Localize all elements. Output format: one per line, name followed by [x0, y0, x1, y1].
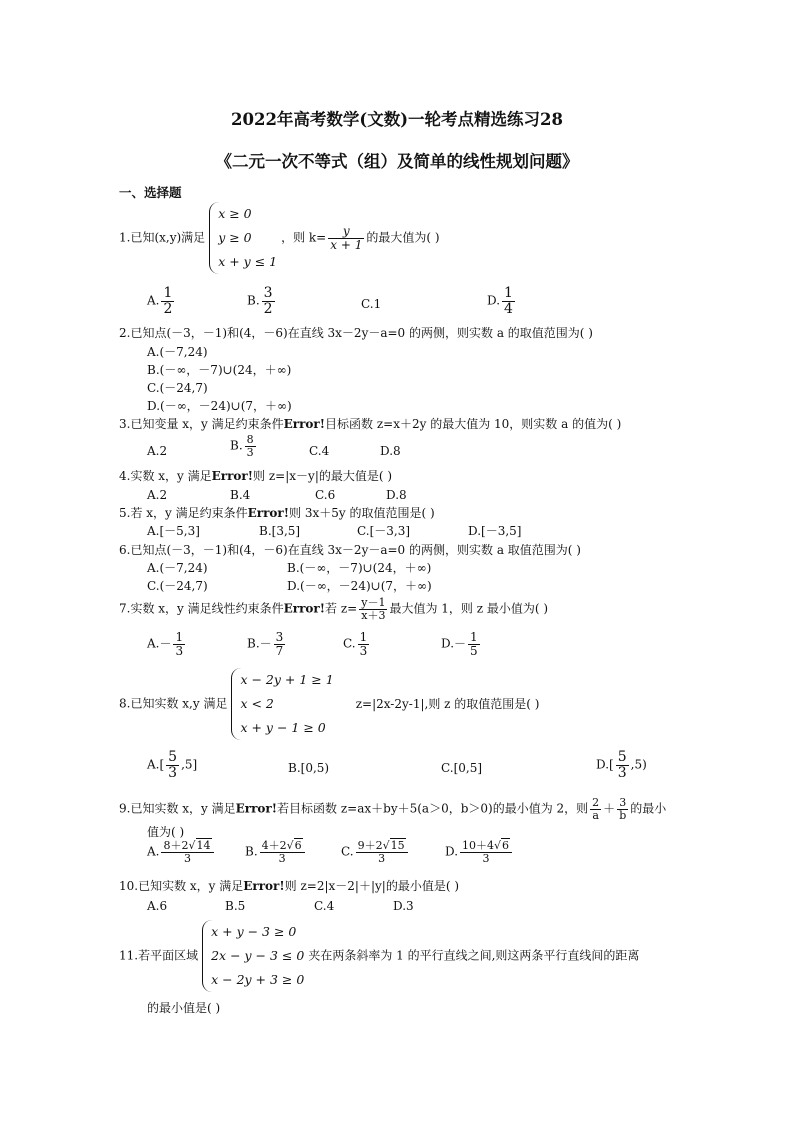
q3-option-b: B. $\frac{8}{3}$ — [230, 433, 254, 459]
q7-option-c: C. $\frac{1}{3}$ — [343, 630, 368, 658]
q8-option-c: C.[0,5] — [441, 761, 483, 775]
q8-option-d: D.[ $\frac{5}{3}$ ,5) — [596, 749, 647, 781]
q11-system: x + y − 3 ≥ 0 2x − y − 3 ≤ 0 x − 2y + 3 ≥ 0 — [202, 920, 304, 992]
q11-continuation: 的最小值是( ) — [147, 1001, 221, 1015]
question-3: 3.已知变量 x，y 满足约束条件Error!目标函数 z=x＋2y 的最大值为 10，则实数 a 的值为( ) — [119, 417, 622, 431]
question-10: 10.已知实数 x，y 满足Error!则 z=2|x－2|＋|y|的最小值是( ) — [119, 879, 460, 893]
q6-option-c: C.(－24,7) — [147, 579, 208, 593]
q1-option-d: D. $\frac{1}{4}$ — [487, 285, 513, 317]
q9-option-d: D. $\frac{10+4√6}{3}$ — [445, 840, 514, 864]
q8-option-a: A.[ $\frac{5}{3}$ ,5] — [147, 749, 198, 781]
q4-option-b: B.4 — [230, 488, 251, 502]
q1-cond-2: y ≥ 0 — [218, 230, 252, 245]
q4-option-c: C.6 — [315, 488, 336, 502]
q6-option-a: A.(－7,24) — [147, 561, 208, 575]
title-line-1: 2022年高考数学(文数)一轮考点精选练习28 — [231, 110, 563, 129]
q1-prefix: 1.已知(x,y)满足 — [119, 230, 206, 245]
q1-cond-3: x + y ≤ 1 — [218, 254, 278, 269]
q5-error-text: Error! — [247, 506, 290, 520]
q8-system: x − 2y + 1 ≥ 1 x < 2 x + y − 1 ≥ 0 — [231, 668, 333, 740]
q9-option-c: C. $\frac{9+2√15}{3}$ — [341, 840, 410, 864]
q6-option-d: D.(－∞，－24)∪(7，＋∞) — [287, 579, 432, 593]
q3-error-text: Error! — [283, 417, 326, 431]
q5-option-d: D.[－3,5] — [468, 524, 522, 538]
q1-cond-1: x ≥ 0 — [218, 206, 252, 221]
q5-option-b: B.[3,5] — [259, 524, 301, 538]
q8-option-b: B.[0,5) — [288, 761, 330, 775]
q1-system — [209, 202, 277, 274]
title-line-2: 《二元一次不等式（组）及简单的线性规划问题》 — [215, 152, 579, 171]
question-11: 11.若平面区域 x + y − 3 ≥ 0 2x − y − 3 ≤ 0 x − 2y + 3 ≥ 0 夹在两条斜率为 1 的平行直线之间,则这两条平行直线间的距离 — [119, 920, 639, 992]
q1-option-b: B. $\frac{3}{2}$ — [247, 285, 273, 317]
q4-option-d: D.8 — [386, 488, 407, 502]
q6-option-b: B.(－∞，－7)∪(24，＋∞) — [287, 561, 432, 575]
q10-option-b: B.5 — [225, 899, 246, 913]
question-9: 9.已知实数 x，y 满足Error!若目标函数 z=ax＋by＋5(a＞0，b＞0)的最小值为 2，则 $\frac{2}{a}$ ＋ $\frac{3}{b}$ 的最小 — [119, 796, 667, 822]
question-6: 6.已知点(－3，－1)和(4，－6)在直线 3x－2y－a=0 的两侧，则实数 a 取值范围为( ) — [119, 543, 581, 557]
q7-option-d: D.－ $\frac{1}{5}$ — [441, 630, 478, 658]
q3-option-d: D.8 — [380, 444, 401, 458]
q4-error-text: Error! — [211, 469, 254, 483]
question-7: 7.实数 x，y 满足线性约束条件Error!若 z= $\frac{y-1}{x+3}$ 最大值为 1，则 z 最小值为( ) — [119, 596, 549, 622]
q3-option-c: C.4 — [309, 444, 330, 458]
q2-option-c: C.(－24,7) — [147, 381, 208, 395]
q2-option-b: B.(－∞，－7)∪(24，＋∞) — [147, 363, 292, 377]
q10-option-a: A.6 — [147, 899, 168, 913]
q5-option-a: A.[－5,3] — [147, 524, 200, 538]
question-8: 8.已知实数 x,y 满足 x − 2y + 1 ≥ 1 x < 2 x + y − 1 ≥ 0 z=|2x-2y-1|,则 z 的取值范围是( ) — [119, 668, 539, 740]
q10-option-d: D.3 — [393, 899, 414, 913]
question-1 — [119, 202, 440, 274]
q1-option-a: A. $\frac{1}{2}$ — [147, 285, 173, 317]
q2-option-a: A.(－7,24) — [147, 345, 208, 359]
q7-fraction: $\frac{y-1}{x+3}$ — [361, 596, 386, 622]
q1-fraction: $\frac{y}{x + 1}$ — [330, 223, 363, 252]
q1-option-c: C.1 — [361, 297, 382, 311]
q7-option-b: B.－ $\frac{3}{7}$ — [247, 630, 284, 658]
q2-option-d: D.(－∞，－24)∪(7，＋∞) — [147, 399, 292, 413]
q4-option-a: A.2 — [147, 488, 168, 502]
q1-mid: ，则 k= — [281, 230, 327, 245]
q10-error-text: Error! — [243, 879, 285, 893]
q9-option-b: B. $\frac{4+2√6}{3}$ — [245, 840, 307, 864]
question-2: 2.已知点(－3，－1)和(4，－6)在直线 3x－2y－a=0 的两侧，则实数 a 的取值范围为( ) — [119, 326, 593, 340]
q9-continuation: 值为( ) — [147, 825, 185, 839]
section-heading: 一、选择题 — [119, 185, 182, 200]
q3-option-a: A.2 — [147, 444, 168, 458]
q9-error-text: Error! — [235, 801, 278, 816]
q10-option-c: C.4 — [314, 899, 335, 913]
q7-option-a: A.－ $\frac{1}{3}$ — [147, 630, 184, 658]
q5-option-c: C.[－3,3] — [357, 524, 411, 538]
question-4: 4.实数 x，y 满足Error!则 z=|x－y|的最大值是( ) — [119, 469, 393, 483]
q1-suffix: 的最大值为( ) — [366, 230, 440, 245]
q9-option-a: A. $\frac{8+2√14}{3}$ — [147, 840, 216, 864]
question-5: 5.若 x，y 满足约束条件Error!则 3x＋5y 的取值范围是( ) — [119, 506, 435, 520]
q7-error-text: Error! — [283, 601, 326, 616]
